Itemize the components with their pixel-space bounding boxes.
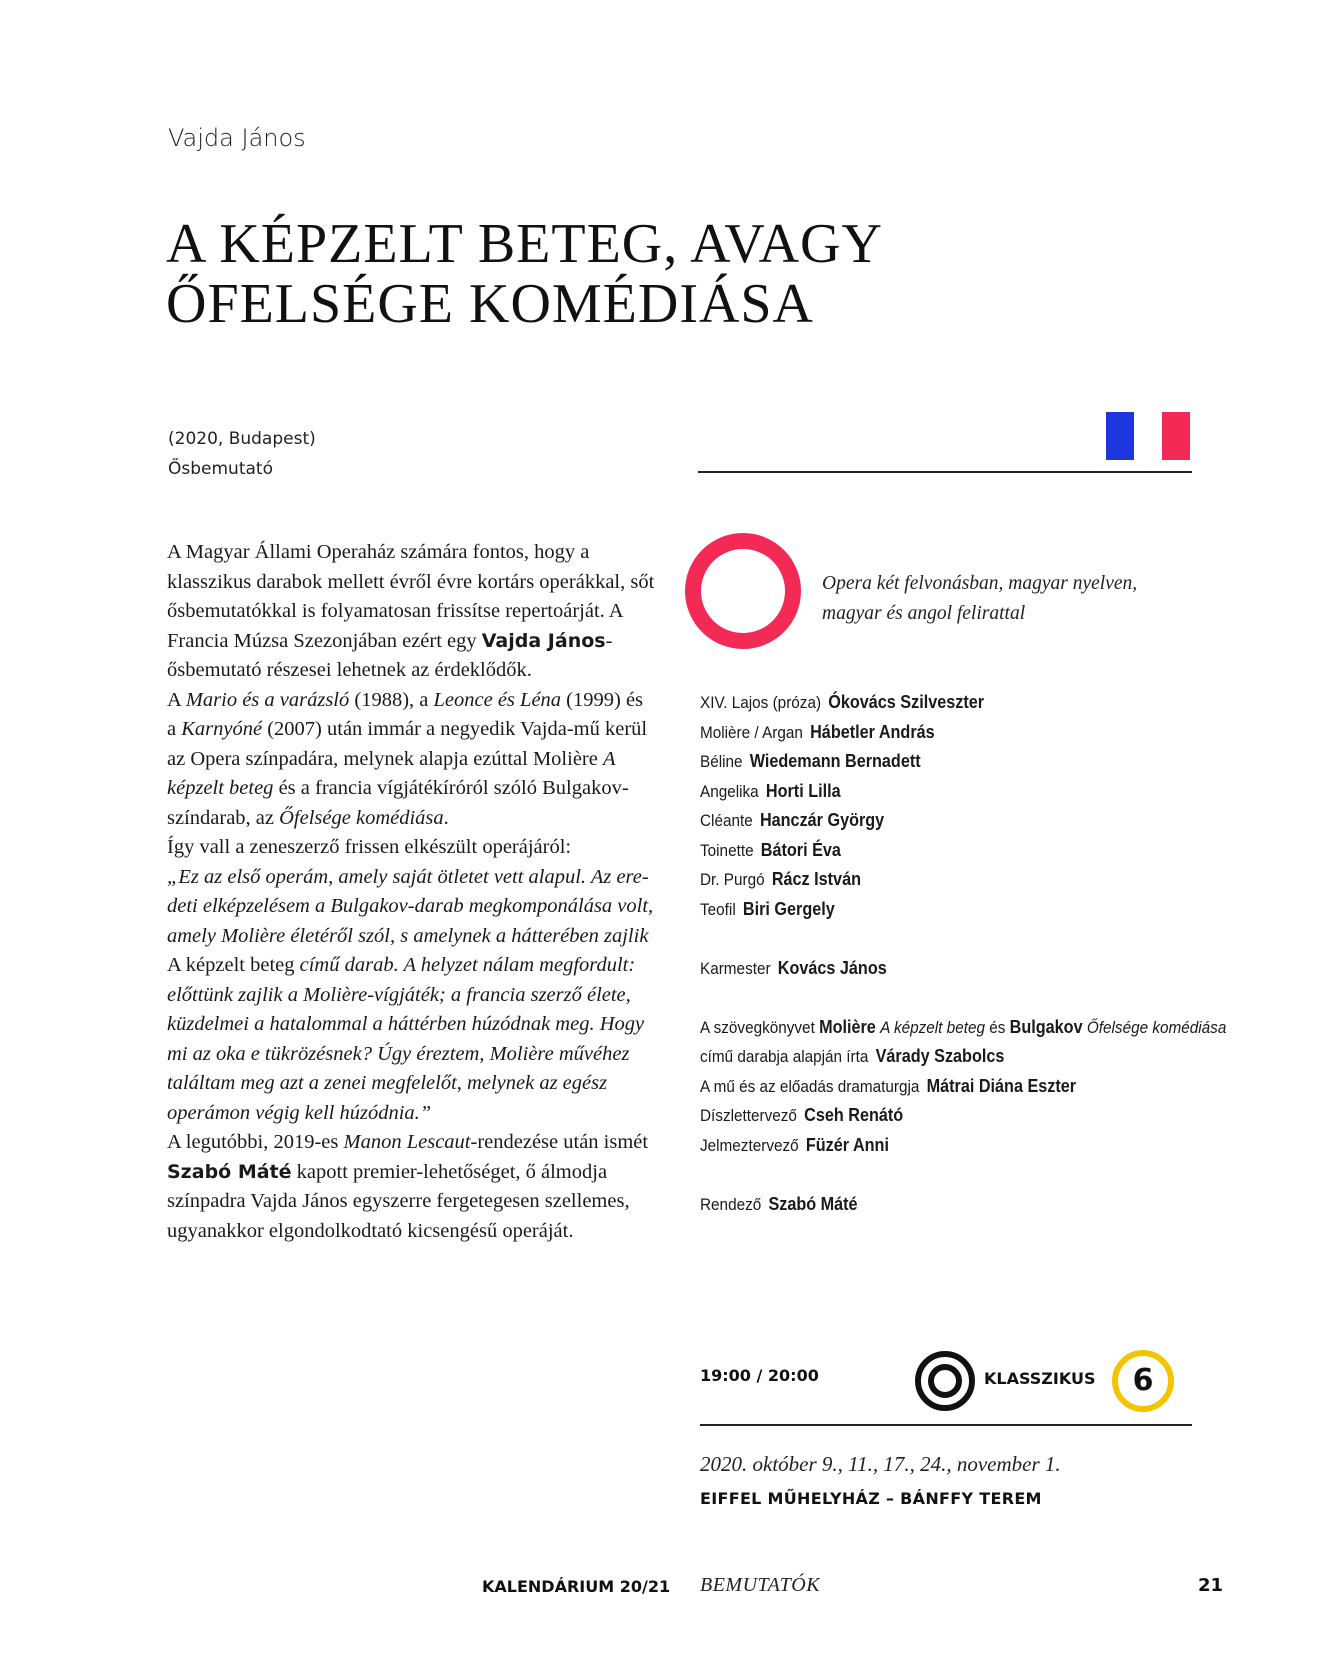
- conductor-row: Karmester Kovács János: [700, 957, 887, 978]
- paragraph: Így vall a zeneszerző frissen elkészült operájáról:: [167, 836, 572, 858]
- credit-row: A mű és az előadás dramaturgja Mátrai Diána Eszter: [700, 1075, 1077, 1096]
- credit-row: Béline Wiedemann Bernadett: [700, 751, 921, 771]
- subtitle-line-2: magyar és angol felirattal: [822, 602, 1026, 624]
- section-name: BEMUTATÓK: [700, 1574, 821, 1596]
- page-title: [166, 214, 883, 334]
- title-line-1: A KÉPZELT BETEG, AVAGY: [166, 213, 883, 275]
- performance-dates: 2020. október 9., 11., 17., 24., november 1.: [700, 1452, 1061, 1476]
- article-body: [167, 538, 657, 1246]
- age-rating-badge: 6: [1112, 1350, 1174, 1412]
- credit-row: XIV. Lajos (próza) Ókovács Szilveszter: [700, 692, 985, 712]
- paragraph: A legutóbbi, 2019-es Manon Lescaut-rendezése után ismét Szabó Máté kapott premier-lehetőséget, ő álmodja színpadra Vajda János egyszerre fergetegesen szellemes, ugyanakkor elgondolkodtató kicsengésű operáját.: [167, 1131, 649, 1242]
- french-flag-blue-icon: [1106, 412, 1134, 460]
- page-number: 21: [1198, 1575, 1224, 1596]
- ring-icon: [685, 533, 801, 649]
- credit-row: Dr. Purgó Rácz István: [700, 869, 861, 889]
- libretto-row: című darabja alapján írta Várady Szabolcs: [700, 1046, 1005, 1066]
- venue: EIFFEL MŰHELYHÁZ – BÁNFFY TEREM: [700, 1489, 1042, 1508]
- credit-row: Molière / Argan Hábetler András: [700, 721, 935, 742]
- year-place: (2020, Budapest): [168, 429, 316, 449]
- publication-name: KALENDÁRIUM 20/21: [482, 1577, 671, 1596]
- divider: [700, 1424, 1192, 1426]
- production-meta: [168, 424, 316, 484]
- credits: [700, 688, 1227, 1219]
- author-name: Vajda János: [168, 124, 306, 152]
- opera-subtitle: [822, 569, 1137, 628]
- title-line-2: ŐFELSÉGE KOMÉDIÁSA: [166, 273, 814, 335]
- french-flag-red-icon: [1162, 412, 1190, 460]
- director-row: Rendező Szabó Máté: [700, 1193, 858, 1214]
- category-label: KLASSZIKUS: [984, 1369, 1096, 1388]
- credit-row: Jelmeztervező Füzér Anni: [700, 1134, 889, 1155]
- credit-row: Cléante Hanczár György: [700, 810, 885, 830]
- show-time: 19:00 / 20:00: [700, 1366, 819, 1385]
- libretto-row: A szövegkönyvet Molière A képzelt beteg és Bulgakov Őfelsége komédiása: [700, 1016, 1227, 1037]
- divider: [698, 471, 1192, 473]
- subtitle-line-1: Opera két felvonásban, magyar nyelven,: [822, 573, 1138, 594]
- credit-row: Díszlettervező Cseh Renátó: [700, 1105, 904, 1125]
- quote: „Ez az első operám, amely saját ötletet vett alapul. Az eredeti elképzelésem a Bulgakov-darab megkomponálása volt, amely Molière életéről szól, s amelynek a hátterében zajlik A képzelt beteg című darab. A helyzet nálam megfordult: előttünk zajlik a Molière-vígjáték; a francia szerző élete, küzdelmei a hatalommal a háttérben húzódnak meg. Hogy mi az oka e tükrözésnek? Úgy éreztem, Molière művéhez találtam meg azt a zenei megfelelőt, melynek az egész operámon végig kell húzódnia.”: [167, 865, 654, 1124]
- credit-row: Teofil Biri Gergely: [700, 898, 835, 919]
- credit-row: Angelika Horti Lilla: [700, 780, 841, 801]
- premiere-label: Ősbemutató: [168, 459, 273, 479]
- credit-row: Toinette Bátori Éva: [700, 839, 841, 860]
- paragraph: A Mario és a varázsló (1988), a Leonce és Léna (1999) és a Karnyóné (2007) után immár a negyedik Vajda-mű kerül az Opera színpadára, melynek alapja ezúttal Molière A képzelt beteg és a francia vígjátékíróról szóló Bulgakov-színdarab, az Őfelsége komédiása.: [167, 688, 648, 829]
- paragraph: A Magyar Állami Operaház számára fontos, hogy a klasszikus darabok mellett évről évre kortárs operákkal, sőt ősbemutatókkal is folyamatosan frissítse repertoárját. A Francia Múzsa Szezonjában ezért egy Vajda János-ősbemutató részesei lehetnek az érdeklődők.: [167, 541, 655, 681]
- target-icon: [914, 1350, 976, 1412]
